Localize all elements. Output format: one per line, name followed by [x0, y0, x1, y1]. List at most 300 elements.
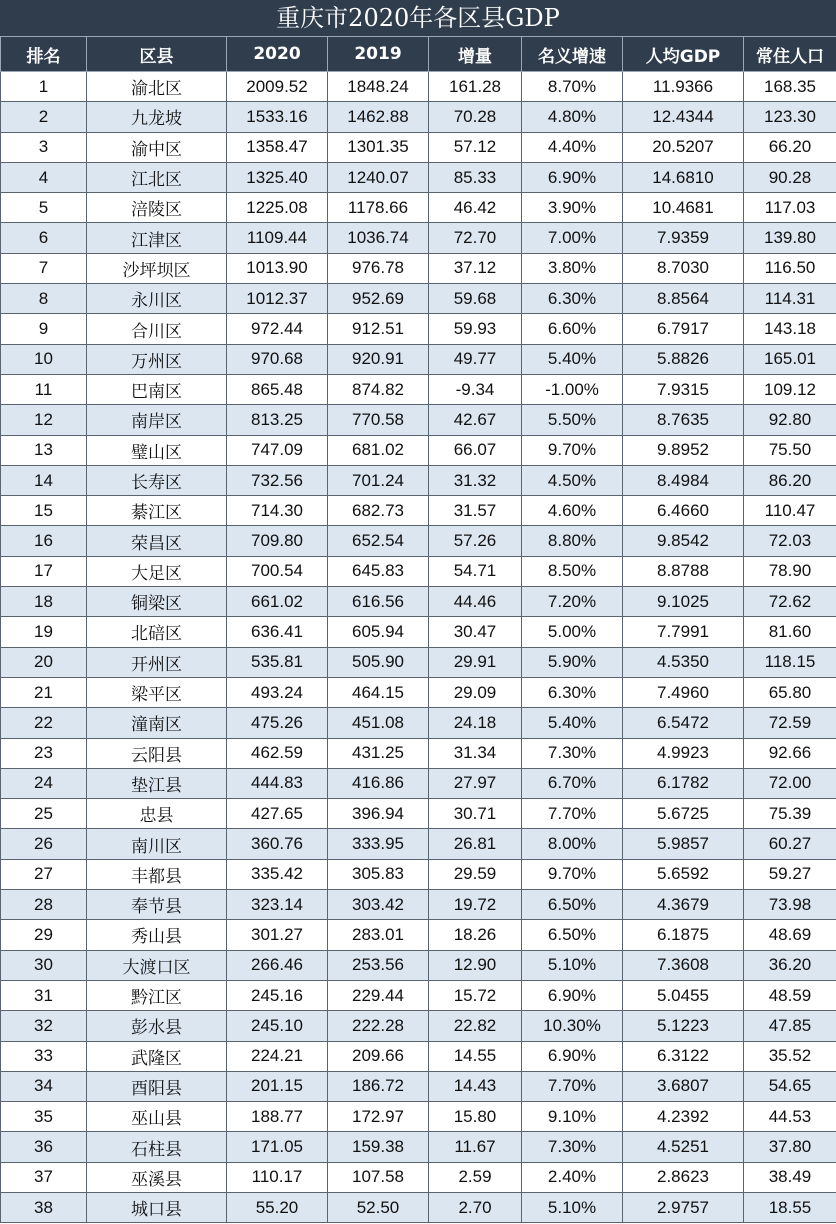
cell-nominal-growth: 5.10% — [522, 950, 623, 980]
cell-district: 九龙坡 — [87, 102, 227, 132]
cell-gdp-2019: 645.83 — [328, 556, 429, 586]
cell-gdp-2019: 874.82 — [328, 374, 429, 404]
cell-district: 荣昌区 — [87, 526, 227, 556]
cell-district: 大足区 — [87, 556, 227, 586]
cell-gdp-2019: 283.01 — [328, 920, 429, 950]
cell-rank: 14 — [1, 465, 87, 495]
cell-increase: 26.81 — [429, 829, 522, 859]
cell-gdp-2019: 952.69 — [328, 284, 429, 314]
cell-rank: 27 — [1, 859, 87, 889]
cell-gdp-2020: 475.26 — [227, 708, 328, 738]
table-row — [1, 920, 836, 950]
table-row — [1, 162, 836, 192]
cell-gdp-2019: 912.51 — [328, 314, 429, 344]
cell-nominal-growth: 4.60% — [522, 496, 623, 526]
cell-rank: 5 — [1, 193, 87, 223]
cell-gdp-2019: 107.58 — [328, 1162, 429, 1192]
cell-district: 长寿区 — [87, 465, 227, 495]
table-row — [1, 132, 836, 162]
cell-gdp-2019: 303.42 — [328, 890, 429, 920]
cell-increase: 57.12 — [429, 132, 522, 162]
cell-nominal-growth: 6.90% — [522, 980, 623, 1010]
cell-nominal-growth: 5.90% — [522, 647, 623, 677]
cell-rank: 35 — [1, 1102, 87, 1132]
cell-gdp-2019: 652.54 — [328, 526, 429, 556]
table-row — [1, 344, 836, 374]
cell-increase: 59.68 — [429, 284, 522, 314]
cell-population: 90.28 — [744, 162, 836, 192]
cell-population: 143.18 — [744, 314, 836, 344]
table-row — [1, 193, 836, 223]
cell-rank: 37 — [1, 1162, 87, 1192]
cell-increase: 42.67 — [429, 405, 522, 435]
cell-gdp-2019: 431.25 — [328, 738, 429, 768]
header-rank: 排名 — [1, 37, 87, 72]
cell-rank: 12 — [1, 405, 87, 435]
cell-population: 139.80 — [744, 223, 836, 253]
cell-rank: 21 — [1, 677, 87, 707]
cell-gdp-2019: 1178.66 — [328, 193, 429, 223]
cell-gdp-2019: 416.86 — [328, 768, 429, 798]
cell-district: 奉节县 — [87, 890, 227, 920]
cell-gdp-2019: 172.97 — [328, 1102, 429, 1132]
cell-increase: 22.82 — [429, 1011, 522, 1041]
cell-population: 110.47 — [744, 496, 836, 526]
cell-gdp-2020: 1225.08 — [227, 193, 328, 223]
table-row — [1, 496, 836, 526]
cell-gdp-2019: 1036.74 — [328, 223, 429, 253]
cell-increase: 27.97 — [429, 768, 522, 798]
cell-district: 巫溪县 — [87, 1162, 227, 1192]
table-row — [1, 859, 836, 889]
cell-increase: 2.70 — [429, 1192, 522, 1222]
cell-rank: 2 — [1, 102, 87, 132]
cell-gdp-2020: 245.10 — [227, 1011, 328, 1041]
table-row — [1, 1192, 836, 1222]
cell-increase: 44.46 — [429, 587, 522, 617]
cell-nominal-growth: 2.40% — [522, 1162, 623, 1192]
table-row — [1, 799, 836, 829]
cell-gdp-2020: 535.81 — [227, 647, 328, 677]
cell-gdp-2020: 970.68 — [227, 344, 328, 374]
cell-nominal-growth: 6.50% — [522, 890, 623, 920]
table-row — [1, 1132, 836, 1162]
cell-gdp-2020: 427.65 — [227, 799, 328, 829]
cell-gdp-2019: 229.44 — [328, 980, 429, 1010]
cell-gdp-2019: 1301.35 — [328, 132, 429, 162]
cell-population: 47.85 — [744, 1011, 836, 1041]
cell-population: 123.30 — [744, 102, 836, 132]
cell-rank: 23 — [1, 738, 87, 768]
table-row — [1, 374, 836, 404]
cell-gdp-2020: 201.15 — [227, 1071, 328, 1101]
table-row — [1, 980, 836, 1010]
cell-gdp-per-capita: 8.8788 — [623, 556, 744, 586]
cell-district: 綦江区 — [87, 496, 227, 526]
cell-gdp-per-capita: 6.4660 — [623, 496, 744, 526]
cell-nominal-growth: 8.80% — [522, 526, 623, 556]
cell-district: 开州区 — [87, 647, 227, 677]
table-row — [1, 768, 836, 798]
cell-increase: 37.12 — [429, 253, 522, 283]
cell-district: 潼南区 — [87, 708, 227, 738]
cell-gdp-2020: 188.77 — [227, 1102, 328, 1132]
cell-population: 78.90 — [744, 556, 836, 586]
cell-gdp-per-capita: 7.3608 — [623, 950, 744, 980]
table-row — [1, 829, 836, 859]
cell-population: 72.59 — [744, 708, 836, 738]
cell-gdp-2020: 55.20 — [227, 1192, 328, 1222]
cell-nominal-growth: 8.70% — [522, 72, 623, 102]
cell-gdp-per-capita: 8.8564 — [623, 284, 744, 314]
cell-nominal-growth: 5.10% — [522, 1192, 623, 1222]
cell-rank: 36 — [1, 1132, 87, 1162]
cell-nominal-growth: 7.70% — [522, 1071, 623, 1101]
table-row — [1, 617, 836, 647]
table-row — [1, 1011, 836, 1041]
cell-gdp-2020: 266.46 — [227, 950, 328, 980]
cell-district: 万州区 — [87, 344, 227, 374]
cell-gdp-per-capita: 6.7917 — [623, 314, 744, 344]
cell-gdp-per-capita: 6.3122 — [623, 1041, 744, 1071]
cell-increase: 30.47 — [429, 617, 522, 647]
cell-gdp-2020: 301.27 — [227, 920, 328, 950]
cell-gdp-2019: 505.90 — [328, 647, 429, 677]
cell-gdp-per-capita: 5.1223 — [623, 1011, 744, 1041]
cell-gdp-per-capita: 9.8952 — [623, 435, 744, 465]
table-row — [1, 1071, 836, 1101]
cell-gdp-per-capita: 4.5350 — [623, 647, 744, 677]
cell-district: 南岸区 — [87, 405, 227, 435]
table-row — [1, 1102, 836, 1132]
cell-nominal-growth: 7.30% — [522, 1132, 623, 1162]
cell-gdp-per-capita: 14.6810 — [623, 162, 744, 192]
cell-gdp-2020: 747.09 — [227, 435, 328, 465]
cell-gdp-2020: 1012.37 — [227, 284, 328, 314]
cell-increase: 24.18 — [429, 708, 522, 738]
cell-nominal-growth: 6.30% — [522, 677, 623, 707]
cell-gdp-per-capita: 6.1782 — [623, 768, 744, 798]
cell-gdp-per-capita: 4.5251 — [623, 1132, 744, 1162]
cell-nominal-growth: 7.70% — [522, 799, 623, 829]
cell-population: 92.66 — [744, 738, 836, 768]
cell-gdp-2019: 1462.88 — [328, 102, 429, 132]
header-population: 常住人口 — [744, 37, 836, 72]
table-row — [1, 223, 836, 253]
cell-gdp-per-capita: 7.9359 — [623, 223, 744, 253]
cell-gdp-2020: 360.76 — [227, 829, 328, 859]
cell-population: 86.20 — [744, 465, 836, 495]
cell-gdp-2020: 661.02 — [227, 587, 328, 617]
cell-increase: 59.93 — [429, 314, 522, 344]
cell-district: 渝中区 — [87, 132, 227, 162]
table-row — [1, 284, 836, 314]
cell-nominal-growth: 4.50% — [522, 465, 623, 495]
header-increase: 增量 — [429, 37, 522, 72]
cell-rank: 18 — [1, 587, 87, 617]
cell-gdp-2019: 253.56 — [328, 950, 429, 980]
cell-population: 36.20 — [744, 950, 836, 980]
cell-district: 垫江县 — [87, 768, 227, 798]
cell-population: 73.98 — [744, 890, 836, 920]
cell-gdp-2019: 616.56 — [328, 587, 429, 617]
cell-nominal-growth: 6.90% — [522, 162, 623, 192]
cell-gdp-per-capita: 4.3679 — [623, 890, 744, 920]
cell-rank: 34 — [1, 1071, 87, 1101]
cell-district: 城口县 — [87, 1192, 227, 1222]
cell-gdp-2019: 451.08 — [328, 708, 429, 738]
cell-increase: 14.43 — [429, 1071, 522, 1101]
cell-gdp-2020: 865.48 — [227, 374, 328, 404]
cell-gdp-per-capita: 5.6725 — [623, 799, 744, 829]
cell-increase: 29.91 — [429, 647, 522, 677]
cell-nominal-growth: 8.00% — [522, 829, 623, 859]
cell-population: 59.27 — [744, 859, 836, 889]
cell-rank: 29 — [1, 920, 87, 950]
table-row — [1, 435, 836, 465]
cell-rank: 30 — [1, 950, 87, 980]
header-nominal-growth: 名义增速 — [522, 37, 623, 72]
cell-increase: 57.26 — [429, 526, 522, 556]
header-row — [1, 37, 836, 72]
cell-nominal-growth: 5.50% — [522, 405, 623, 435]
cell-population: 118.15 — [744, 647, 836, 677]
cell-increase: 54.71 — [429, 556, 522, 586]
table-title: 重庆市2020年各区县GDP — [0, 0, 836, 36]
cell-rank: 26 — [1, 829, 87, 859]
table-row — [1, 677, 836, 707]
cell-district: 武隆区 — [87, 1041, 227, 1071]
table-row — [1, 1041, 836, 1071]
header-2020: 2020 — [227, 37, 328, 72]
cell-district: 巴南区 — [87, 374, 227, 404]
cell-gdp-2020: 636.41 — [227, 617, 328, 647]
table-row — [1, 405, 836, 435]
cell-district: 云阳县 — [87, 738, 227, 768]
cell-nominal-growth: 6.50% — [522, 920, 623, 950]
cell-nominal-growth: 6.90% — [522, 1041, 623, 1071]
cell-rank: 4 — [1, 162, 87, 192]
cell-gdp-2019: 1240.07 — [328, 162, 429, 192]
cell-population: 48.69 — [744, 920, 836, 950]
cell-district: 彭水县 — [87, 1011, 227, 1041]
table-row — [1, 72, 836, 102]
cell-gdp-2020: 444.83 — [227, 768, 328, 798]
cell-gdp-per-capita: 11.9366 — [623, 72, 744, 102]
cell-gdp-per-capita: 9.8542 — [623, 526, 744, 556]
cell-district: 江津区 — [87, 223, 227, 253]
cell-increase: 49.77 — [429, 344, 522, 374]
cell-rank: 16 — [1, 526, 87, 556]
cell-increase: 29.59 — [429, 859, 522, 889]
cell-increase: -9.34 — [429, 374, 522, 404]
cell-gdp-per-capita: 5.0455 — [623, 980, 744, 1010]
cell-nominal-growth: 6.30% — [522, 284, 623, 314]
cell-increase: 72.70 — [429, 223, 522, 253]
cell-nominal-growth: 5.40% — [522, 708, 623, 738]
cell-gdp-per-capita: 4.9923 — [623, 738, 744, 768]
cell-increase: 30.71 — [429, 799, 522, 829]
cell-rank: 6 — [1, 223, 87, 253]
cell-rank: 32 — [1, 1011, 87, 1041]
cell-rank: 7 — [1, 253, 87, 283]
cell-gdp-2019: 681.02 — [328, 435, 429, 465]
table-row — [1, 465, 836, 495]
cell-district: 铜梁区 — [87, 587, 227, 617]
cell-district: 江北区 — [87, 162, 227, 192]
cell-gdp-2019: 605.94 — [328, 617, 429, 647]
cell-nominal-growth: 5.40% — [522, 344, 623, 374]
table-row — [1, 253, 836, 283]
cell-district: 忠县 — [87, 799, 227, 829]
cell-gdp-2020: 1325.40 — [227, 162, 328, 192]
cell-gdp-per-capita: 7.4960 — [623, 677, 744, 707]
cell-rank: 3 — [1, 132, 87, 162]
cell-gdp-2019: 770.58 — [328, 405, 429, 435]
cell-rank: 13 — [1, 435, 87, 465]
cell-population: 72.00 — [744, 768, 836, 798]
cell-population: 168.35 — [744, 72, 836, 102]
cell-district: 南川区 — [87, 829, 227, 859]
cell-nominal-growth: 7.30% — [522, 738, 623, 768]
cell-gdp-2020: 1358.47 — [227, 132, 328, 162]
cell-gdp-2020: 245.16 — [227, 980, 328, 1010]
cell-gdp-2019: 701.24 — [328, 465, 429, 495]
cell-gdp-per-capita: 6.1875 — [623, 920, 744, 950]
cell-gdp-2019: 333.95 — [328, 829, 429, 859]
cell-increase: 14.55 — [429, 1041, 522, 1071]
cell-population: 81.60 — [744, 617, 836, 647]
cell-increase: 70.28 — [429, 102, 522, 132]
cell-rank: 15 — [1, 496, 87, 526]
cell-nominal-growth: 6.70% — [522, 768, 623, 798]
cell-gdp-2019: 186.72 — [328, 1071, 429, 1101]
cell-gdp-2020: 714.30 — [227, 496, 328, 526]
table-row — [1, 314, 836, 344]
cell-district: 沙坪坝区 — [87, 253, 227, 283]
cell-increase: 15.72 — [429, 980, 522, 1010]
table-row — [1, 587, 836, 617]
header-district: 区县 — [87, 37, 227, 72]
cell-gdp-per-capita: 7.9315 — [623, 374, 744, 404]
cell-gdp-2020: 462.59 — [227, 738, 328, 768]
cell-district: 酉阳县 — [87, 1071, 227, 1101]
cell-district: 永川区 — [87, 284, 227, 314]
cell-district: 石柱县 — [87, 1132, 227, 1162]
cell-gdp-per-capita: 2.8623 — [623, 1162, 744, 1192]
cell-rank: 24 — [1, 768, 87, 798]
cell-rank: 22 — [1, 708, 87, 738]
cell-rank: 38 — [1, 1192, 87, 1222]
cell-nominal-growth: 4.40% — [522, 132, 623, 162]
cell-gdp-2019: 464.15 — [328, 677, 429, 707]
cell-gdp-2020: 323.14 — [227, 890, 328, 920]
cell-increase: 85.33 — [429, 162, 522, 192]
cell-population: 109.12 — [744, 374, 836, 404]
cell-district: 丰都县 — [87, 859, 227, 889]
cell-gdp-2020: 224.21 — [227, 1041, 328, 1071]
cell-nominal-growth: 3.90% — [522, 193, 623, 223]
cell-gdp-per-capita: 8.7030 — [623, 253, 744, 283]
cell-increase: 15.80 — [429, 1102, 522, 1132]
cell-nominal-growth: 5.00% — [522, 617, 623, 647]
cell-gdp-2019: 52.50 — [328, 1192, 429, 1222]
cell-district: 黔江区 — [87, 980, 227, 1010]
cell-gdp-per-capita: 9.1025 — [623, 587, 744, 617]
cell-gdp-2019: 920.91 — [328, 344, 429, 374]
cell-district: 涪陵区 — [87, 193, 227, 223]
cell-population: 48.59 — [744, 980, 836, 1010]
cell-gdp-2020: 493.24 — [227, 677, 328, 707]
cell-rank: 11 — [1, 374, 87, 404]
table-row — [1, 708, 836, 738]
cell-increase: 18.26 — [429, 920, 522, 950]
cell-nominal-growth: 9.70% — [522, 859, 623, 889]
cell-district: 秀山县 — [87, 920, 227, 950]
cell-gdp-2020: 2009.52 — [227, 72, 328, 102]
cell-increase: 11.67 — [429, 1132, 522, 1162]
cell-rank: 8 — [1, 284, 87, 314]
cell-rank: 33 — [1, 1041, 87, 1071]
cell-gdp-per-capita: 6.5472 — [623, 708, 744, 738]
cell-gdp-2020: 732.56 — [227, 465, 328, 495]
cell-population: 54.65 — [744, 1071, 836, 1101]
cell-district: 大渡口区 — [87, 950, 227, 980]
cell-population: 44.53 — [744, 1102, 836, 1132]
cell-gdp-2019: 305.83 — [328, 859, 429, 889]
cell-rank: 31 — [1, 980, 87, 1010]
cell-population: 35.52 — [744, 1041, 836, 1071]
table-row — [1, 890, 836, 920]
cell-district: 巫山县 — [87, 1102, 227, 1132]
cell-gdp-2020: 1109.44 — [227, 223, 328, 253]
cell-gdp-2019: 682.73 — [328, 496, 429, 526]
cell-increase: 29.09 — [429, 677, 522, 707]
cell-population: 75.39 — [744, 799, 836, 829]
cell-district: 璧山区 — [87, 435, 227, 465]
cell-district: 梁平区 — [87, 677, 227, 707]
cell-population: 38.49 — [744, 1162, 836, 1192]
cell-nominal-growth: -1.00% — [522, 374, 623, 404]
cell-gdp-2020: 972.44 — [227, 314, 328, 344]
table-row — [1, 1162, 836, 1192]
cell-population: 18.55 — [744, 1192, 836, 1222]
cell-increase: 31.34 — [429, 738, 522, 768]
cell-gdp-per-capita: 5.9857 — [623, 829, 744, 859]
cell-nominal-growth: 7.00% — [522, 223, 623, 253]
header-2019: 2019 — [328, 37, 429, 72]
cell-increase: 12.90 — [429, 950, 522, 980]
table-body — [1, 72, 836, 1223]
cell-population: 72.62 — [744, 587, 836, 617]
cell-gdp-per-capita: 4.2392 — [623, 1102, 744, 1132]
cell-gdp-2020: 700.54 — [227, 556, 328, 586]
gdp-table — [0, 36, 836, 1223]
cell-population: 117.03 — [744, 193, 836, 223]
cell-gdp-2020: 171.05 — [227, 1132, 328, 1162]
cell-gdp-per-capita: 12.4344 — [623, 102, 744, 132]
table-row — [1, 647, 836, 677]
cell-nominal-growth: 4.80% — [522, 102, 623, 132]
cell-population: 72.03 — [744, 526, 836, 556]
cell-population: 114.31 — [744, 284, 836, 314]
cell-gdp-2019: 222.28 — [328, 1011, 429, 1041]
cell-nominal-growth: 3.80% — [522, 253, 623, 283]
cell-rank: 25 — [1, 799, 87, 829]
cell-population: 165.01 — [744, 344, 836, 374]
table-row — [1, 526, 836, 556]
cell-population: 116.50 — [744, 253, 836, 283]
